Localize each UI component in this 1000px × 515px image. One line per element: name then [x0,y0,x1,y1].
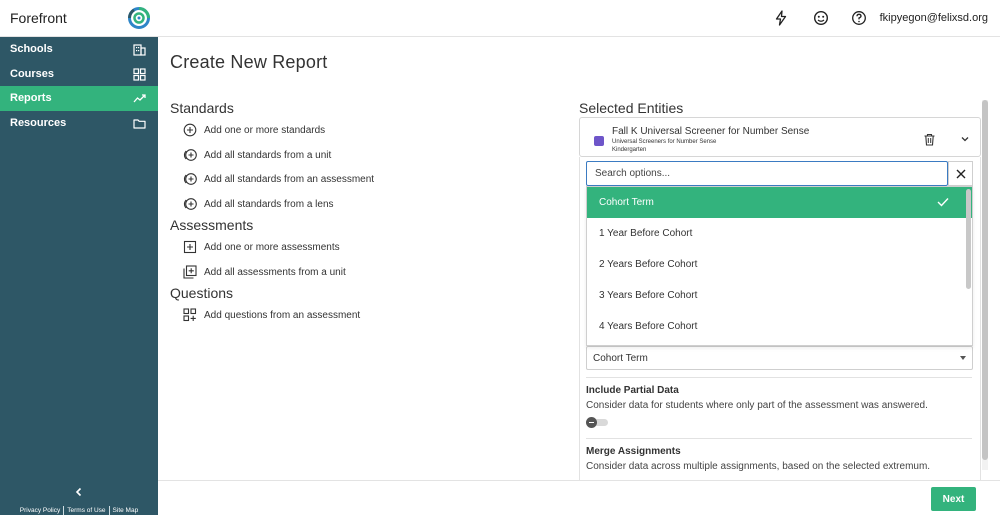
search-options-input[interactable] [595,168,947,179]
sidebar-item-label: Courses [10,67,55,80]
entity-name: Fall K Universal Screener for Number Sense [612,126,810,137]
entity-grade: Kindergarten [612,147,647,153]
sidebar-item-reports[interactable] [0,86,158,111]
plus-square-stack-icon [183,265,197,279]
search-options-field[interactable] [586,161,948,186]
action-label: Add all assessments from a unit [204,266,346,278]
page-title: Create New Report [170,52,328,72]
plus-circle-stack-icon [183,148,197,162]
feedback-face-icon[interactable] [813,10,829,26]
plus-square-icon [183,240,197,254]
caret-down-icon [960,356,966,360]
terms-of-use-link[interactable]: Terms of Use [64,506,109,515]
top-bar [0,0,1000,37]
option-2-years-before-cohort[interactable] [587,249,972,280]
option-4-years-before-cohort[interactable] [587,311,972,342]
add-grid-icon [183,308,197,322]
action-label: Add one or more standards [204,124,326,136]
collapse-sidebar-icon[interactable] [72,485,86,499]
sidebar-item-label: Resources [10,116,67,129]
plus-circle-stack-icon [183,172,197,186]
option-label: 4 Years Before Cohort [599,321,698,332]
term-select-value: Cohort Term [593,352,648,364]
add-standards-from-assessment-button[interactable] [183,171,374,187]
selected-entities-title: Selected Entities [579,100,684,116]
user-email[interactable]: fkipyegon@felixsd.org [879,12,988,24]
options-scrollbar[interactable] [966,189,971,289]
option-label: 2 Years Before Cohort [599,259,698,270]
questions-title: Questions [170,285,234,301]
option-label: Cohort Term [599,197,654,208]
lightning-icon[interactable] [773,10,789,26]
action-label: Add all standards from a unit [204,149,332,161]
toggle-knob [586,417,597,428]
action-label: Add one or more assessments [204,241,340,253]
merge-assignments-description: Consider data across multiple assignments, based on the selected extremum. [586,461,931,472]
sidebar-item-courses[interactable] [0,62,158,87]
site-map-link[interactable]: Site Map [112,507,139,514]
option-label: 3 Years Before Cohort [599,290,698,301]
sidebar-item-schools[interactable] [0,37,158,62]
folder-icon [133,117,146,130]
add-standards-button[interactable] [183,122,325,138]
bottom-bar [158,480,1000,515]
add-standards-from-lens-button[interactable] [183,196,334,212]
partial-data-description: Consider data for students where only part of the assessment was answered. [586,400,928,411]
chevron-down-icon[interactable] [960,134,970,144]
divider [586,377,972,378]
add-assessments-from-unit-button[interactable] [183,264,346,280]
assessments-title: Assessments [170,217,254,233]
entity-color-swatch [594,136,604,146]
sidebar-item-label: Schools [10,43,53,56]
selected-entity-card[interactable] [579,117,981,157]
close-icon [955,168,967,180]
option-3-years-before-cohort[interactable] [587,280,972,311]
add-questions-from-assessment-button[interactable] [183,307,360,323]
term-select[interactable] [586,346,973,370]
sidebar-item-resources[interactable] [0,111,158,136]
entity-collection: Universal Screeners for Number Sense [612,139,717,145]
privacy-policy-link[interactable]: Privacy Policy [17,506,64,515]
option-cohort-term[interactable] [587,187,972,218]
help-icon[interactable] [851,10,867,26]
sidebar-footer-links [0,506,158,515]
close-dropdown-button[interactable] [948,161,973,186]
plus-circle-stack-icon [183,197,197,211]
trend-icon [133,92,146,105]
grid-icon [133,68,146,81]
action-label: Add all standards from an assessment [204,173,375,185]
forefront-logo-icon [127,6,151,30]
panel-scrollbar-thumb[interactable] [982,100,988,460]
partial-data-title: Include Partial Data [586,385,679,396]
standards-title: Standards [170,100,234,116]
add-standards-from-unit-button[interactable] [183,147,331,163]
sidebar [0,37,158,515]
app-title: Forefront [10,10,67,26]
term-options-list [586,186,973,346]
check-icon [937,197,949,207]
trash-icon[interactable] [923,133,936,146]
option-label: 1 Year Before Cohort [599,228,693,239]
next-button[interactable]: Next [931,487,976,511]
plus-circle-icon [183,123,197,137]
partial-data-toggle[interactable] [586,417,610,428]
merge-assignments-title: Merge Assignments [586,446,681,457]
add-assessments-button[interactable] [183,239,340,255]
action-label: Add all standards from a lens [204,198,334,210]
action-label: Add questions from an assessment [204,309,361,321]
building-icon [133,43,146,56]
sidebar-item-label: Reports [10,92,52,105]
option-1-year-before-cohort[interactable] [587,218,972,249]
divider [586,438,972,439]
